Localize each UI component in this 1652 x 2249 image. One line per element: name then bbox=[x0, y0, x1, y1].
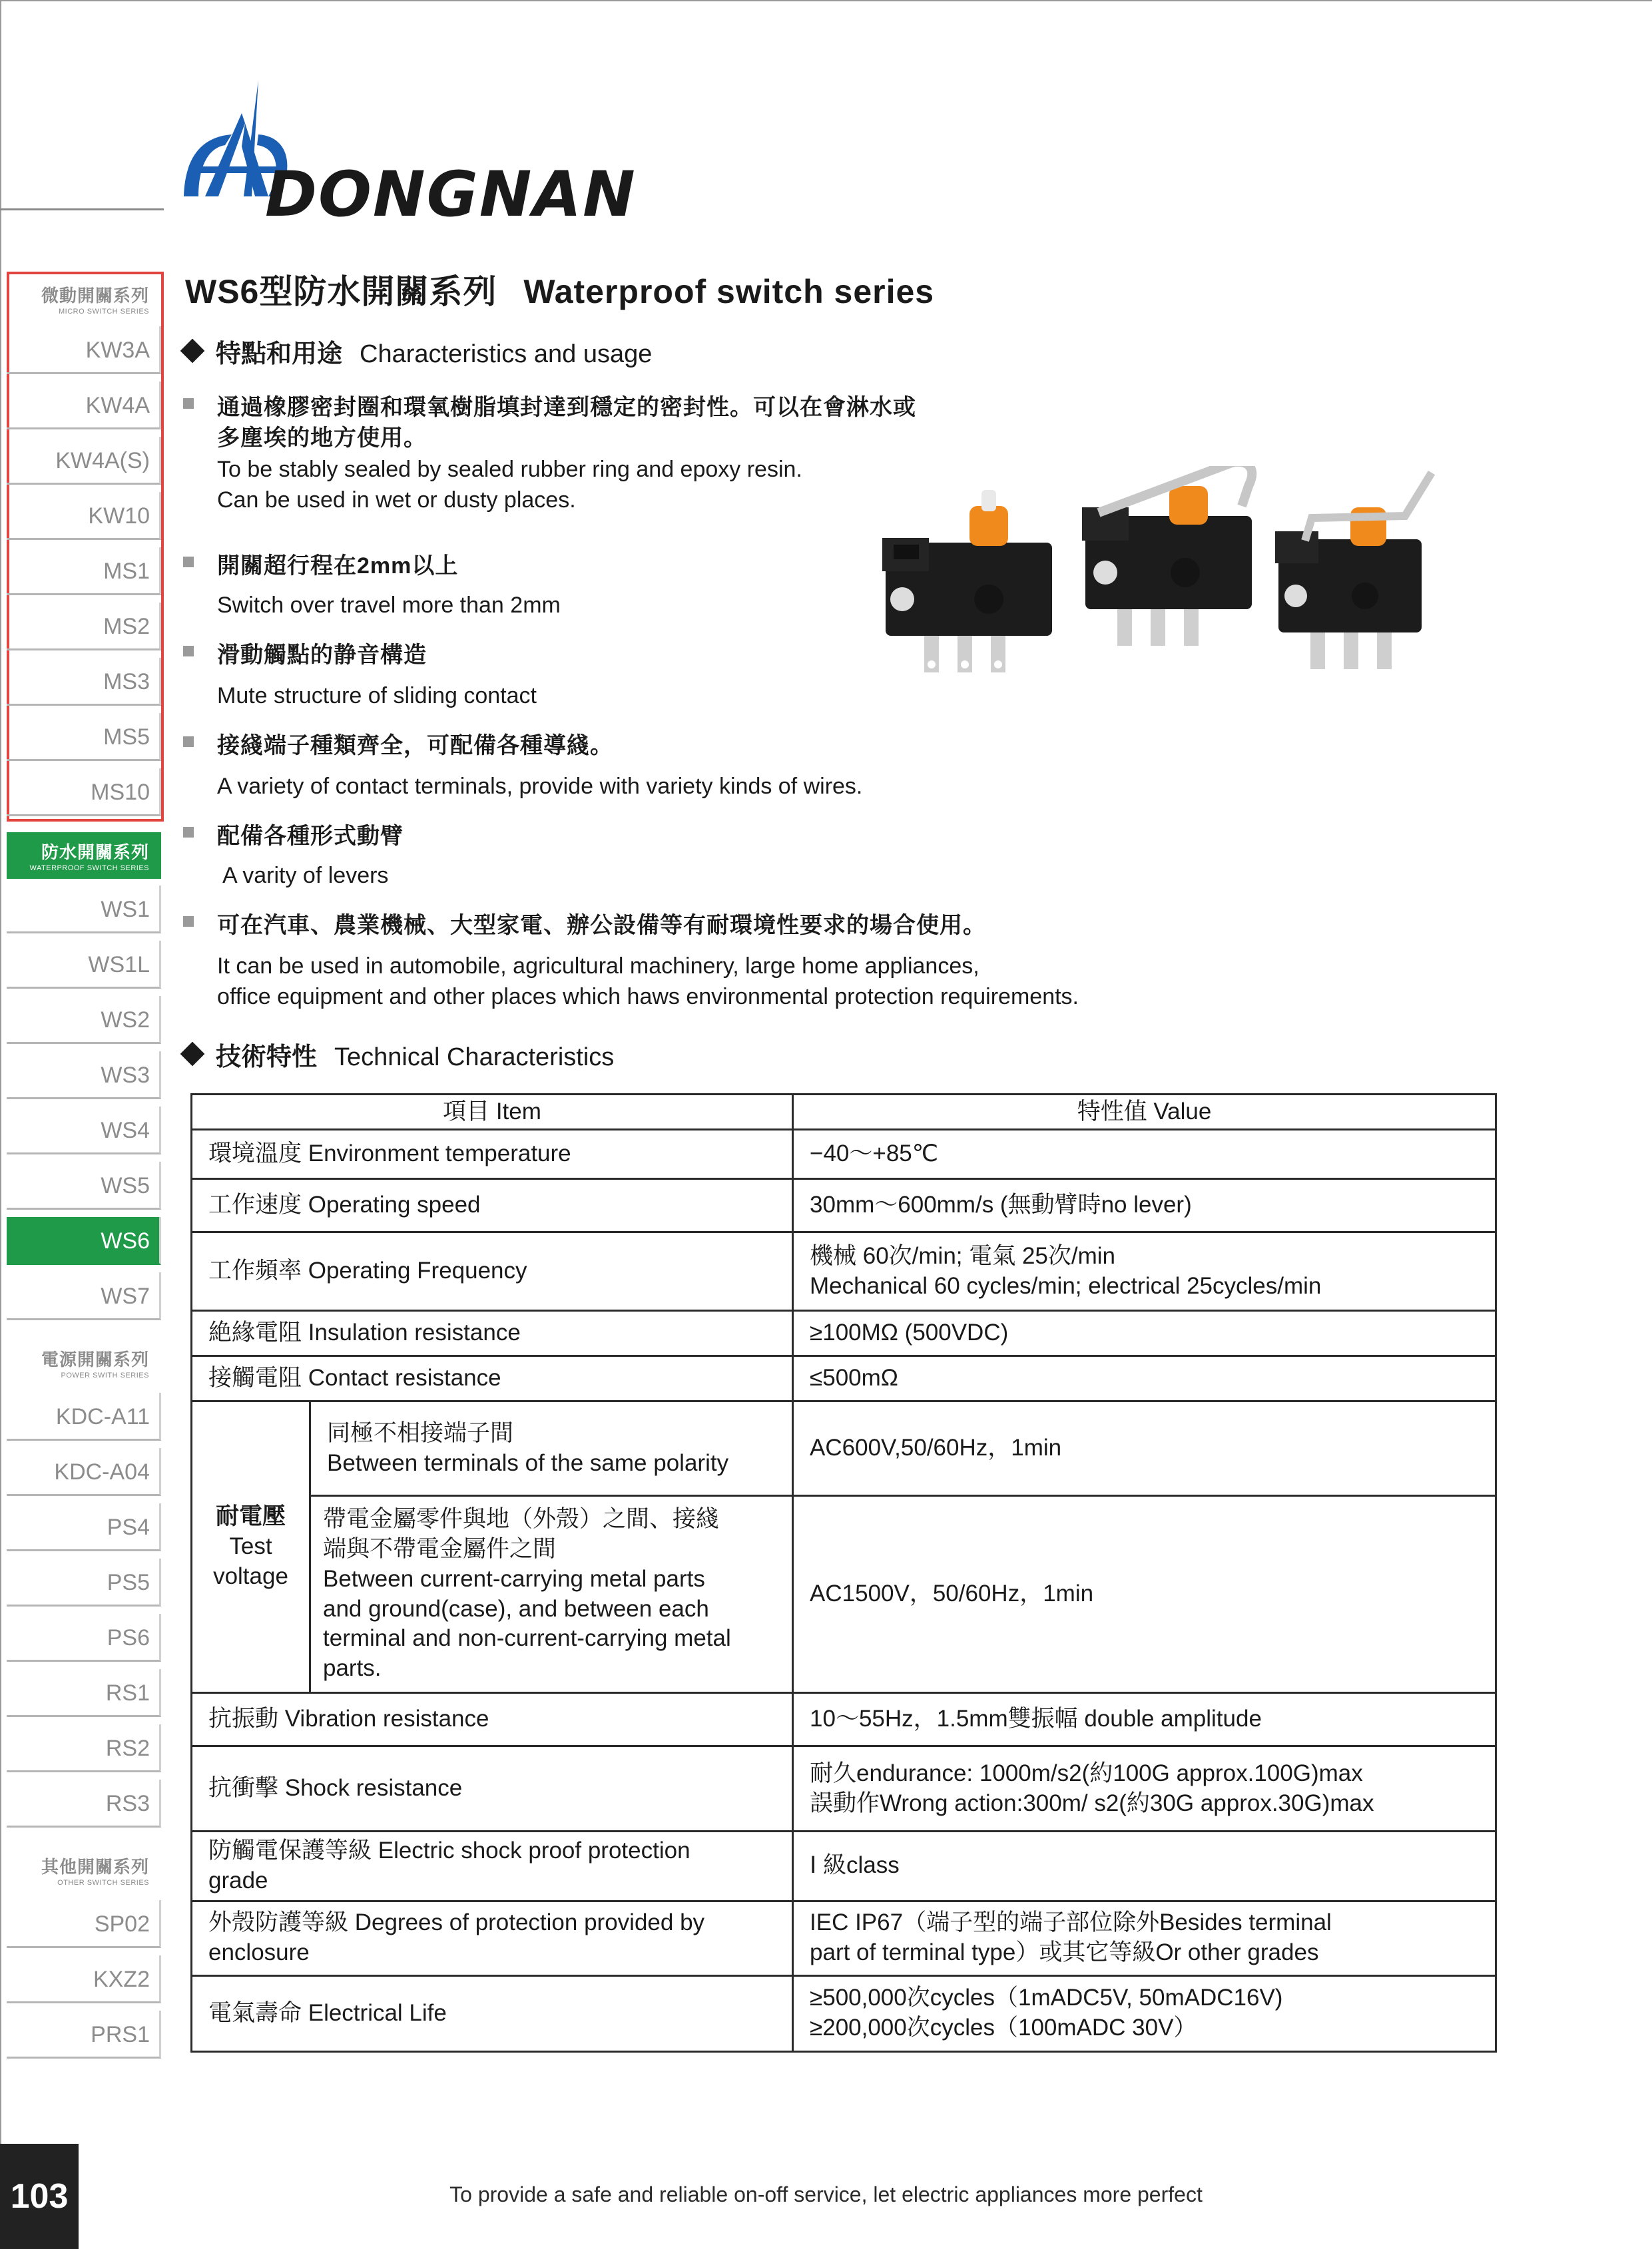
table-row: 防觸電保護等級 Electric shock proof protection grade Ⅰ 級class bbox=[192, 1832, 1496, 1901]
sidebar-item-kw3a[interactable]: KW3A bbox=[7, 326, 161, 374]
diamond-icon bbox=[180, 339, 205, 364]
diamond-icon bbox=[180, 1042, 205, 1067]
column-header-value: 特性值 Value bbox=[793, 1095, 1496, 1130]
sidebar-item-ws1[interactable]: WS1 bbox=[7, 885, 161, 933]
feature-5-zh: 配備各種形式動臂 bbox=[217, 824, 404, 849]
feature-2-en: Switch over travel more than 2mm bbox=[217, 593, 561, 618]
sidebar-item-kxz2[interactable]: KXZ2 bbox=[7, 1955, 161, 2003]
feature-2-zh: 開關超行程在2mm以上 bbox=[217, 553, 459, 579]
sidebar-item-kw4a[interactable]: KW4A bbox=[7, 381, 161, 429]
header-rule bbox=[0, 208, 164, 210]
feature-1-en-cont: Can be used in wet or dusty places. bbox=[217, 487, 576, 513]
sidebar-item-rs3[interactable]: RS3 bbox=[7, 1780, 161, 1828]
sidebar-item-kw4a-s[interactable]: KW4A(S) bbox=[7, 437, 161, 485]
brand-name: DONGNAN bbox=[265, 158, 637, 231]
sidebar-item-ws5[interactable]: WS5 bbox=[7, 1162, 161, 1210]
table-row: 接觸電阻 Contact resistance ≤500mΩ bbox=[192, 1356, 1496, 1401]
sidebar-item-ps6[interactable]: PS6 bbox=[7, 1614, 161, 1662]
table-row: 工作頻率 Operating Frequency 機械 60次/min; 電氣 25次/min Mechanical 60 cycles/min; electrical 25cycles/min bbox=[192, 1232, 1496, 1311]
feature-5-en: A varity of levers bbox=[222, 863, 389, 888]
feature-1-zh: 通過橡膠密封圈和環氧樹脂填封達到穩定的密封性。可以在會淋水或 bbox=[217, 395, 916, 420]
sidebar-item-kdc-a04[interactable]: KDC-A04 bbox=[7, 1448, 161, 1496]
table-row: 絶緣電阻 Insulation resistance ≥100MΩ (500VDC) bbox=[192, 1311, 1496, 1356]
table-row: 電氣壽命 Electrical Life ≥500,000次cycles（1mADC5V, 50mADC16V) ≥200,000次cycles（100mADC 30V） bbox=[192, 1975, 1496, 2051]
feature-3-zh: 滑動觸點的静音構造 bbox=[217, 642, 427, 668]
sidebar-item-ms5[interactable]: MS5 bbox=[7, 713, 161, 761]
sidebar-item-rs1[interactable]: RS1 bbox=[7, 1669, 161, 1717]
product-photo bbox=[872, 466, 1438, 746]
square-bullet-icon bbox=[183, 827, 194, 838]
section-heading-characteristics: 特點和用途 Characteristics and usage bbox=[178, 333, 652, 370]
sidebar-heading-power: 電源開關系列 POWER SWITH SERIES bbox=[41, 1350, 149, 1379]
sidebar-item-ws2[interactable]: WS2 bbox=[7, 996, 161, 1044]
square-bullet-icon bbox=[183, 398, 194, 409]
sidebar-item-sp02[interactable]: SP02 bbox=[7, 1900, 161, 1948]
feature-6-en: It can be used in automobile, agricultural machinery, large home appliances, bbox=[217, 953, 979, 979]
sidebar-heading-other: 其他開關系列 OTHER SWITCH SERIES bbox=[41, 1857, 149, 1887]
sidebar-item-ps4[interactable]: PS4 bbox=[7, 1503, 161, 1551]
table-row: 耐電壓 Test voltage 同極不相接端子間 Between terminals of the same polarity AC600V,50/60Hz，1min bbox=[192, 1401, 1496, 1496]
switch-straight-plunger bbox=[882, 490, 1052, 672]
feature-1-en: To be stably sealed by sealed rubber ring and epoxy resin. bbox=[217, 457, 802, 482]
sidebar-heading-waterproof: 防水開關系列 WATERPROOF SWITCH SERIES bbox=[7, 832, 161, 879]
sidebar-item-kw10[interactable]: KW10 bbox=[7, 492, 161, 540]
table-row: 環境溫度 Environment temperature −40～+85℃ bbox=[192, 1130, 1496, 1179]
column-header-item: 項目 Item bbox=[192, 1095, 793, 1130]
waterproof-switch-icon bbox=[872, 466, 1438, 746]
sidebar-item-rs2[interactable]: RS2 bbox=[7, 1724, 161, 1772]
test-voltage-label: 耐電壓 Test voltage bbox=[192, 1401, 310, 1693]
table-header-row bbox=[192, 1095, 1496, 1130]
switch-roller-lever bbox=[1082, 466, 1252, 646]
sidebar-item-kdc-a11[interactable]: KDC-A11 bbox=[7, 1393, 161, 1441]
square-bullet-icon bbox=[183, 916, 194, 927]
sidebar-item-ms10[interactable]: MS10 bbox=[7, 768, 161, 816]
sidebar-item-ws6[interactable]: WS6 bbox=[7, 1217, 161, 1265]
table-row: 工作速度 Operating speed 30mm～600mm/s (無動臂時no lever) bbox=[192, 1179, 1496, 1232]
table-row: 抗衝擊 Shock resistance 耐久endurance: 1000m/s2(約100G approx.100G)max 誤動作Wrong action:300m/ s2(約30G approx.30G)max bbox=[192, 1746, 1496, 1832]
feature-3-en: Mute structure of sliding contact bbox=[217, 683, 537, 708]
table-row: 抗振動 Vibration resistance 10～55Hz，1.5mm雙振幅 double amplitude bbox=[192, 1693, 1496, 1746]
sidebar-item-prs1[interactable]: PRS1 bbox=[7, 2011, 161, 2059]
square-bullet-icon bbox=[183, 646, 194, 656]
feature-1-zh-cont: 多塵埃的地方使用。 bbox=[217, 425, 427, 451]
feature-4-zh: 接綫端子種類齊全，可配備各種導綫。 bbox=[217, 733, 613, 758]
switch-long-lever bbox=[1275, 473, 1432, 669]
square-bullet-icon bbox=[183, 736, 194, 747]
page-number: 103 bbox=[0, 2144, 79, 2249]
sidebar-item-ms2[interactable]: MS2 bbox=[7, 603, 161, 650]
feature-4-en: A variety of contact terminals, provide with variety kinds of wires. bbox=[217, 774, 863, 799]
sidebar-item-ws4[interactable]: WS4 bbox=[7, 1107, 161, 1154]
sidebar-item-ps5[interactable]: PS5 bbox=[7, 1559, 161, 1607]
sidebar-item-ms1[interactable]: MS1 bbox=[7, 547, 161, 595]
table-row: 帶電金屬零件與地（外殼）之間、接綫 端與不帶電金屬件之間 Between current-carrying metal parts and ground(case), and between each terminal and non-current-carrying metal parts. AC1500V，50/60Hz，1min bbox=[192, 1496, 1496, 1693]
page-title: WS6型防水開關系列 Waterproof switch series bbox=[185, 273, 935, 310]
section-heading-technical: 技術特性 Technical Characteristics bbox=[178, 1036, 614, 1073]
sidebar-heading-micro: 微動開關系列 MICRO SWITCH SERIES bbox=[41, 286, 149, 316]
sidebar-item-ws3[interactable]: WS3 bbox=[7, 1051, 161, 1099]
feature-6-zh: 可在汽車、農業機械、大型家電、辦公設備等有耐環境性要求的場合使用。 bbox=[217, 913, 986, 938]
footer-slogan: To provide a safe and reliable on-off service, let electric appliances more perfect bbox=[449, 2182, 1203, 2206]
table-row: 外殼防護等級 Degrees of protection provided by enclosure IEC IP67（端子型的端子部位除外Besides terminal part of terminal type）或其它等級Or other grades bbox=[192, 1901, 1496, 1975]
feature-6-en-cont: office equipment and other places which haws environmental protection requirements. bbox=[217, 984, 1079, 1009]
square-bullet-icon bbox=[183, 557, 194, 567]
sidebar-item-ms3[interactable]: MS3 bbox=[7, 658, 161, 706]
sidebar-item-ws1l[interactable]: WS1L bbox=[7, 941, 161, 989]
technical-spec-table bbox=[190, 1093, 1497, 2053]
brand-logo bbox=[178, 73, 645, 231]
sidebar-item-ws7[interactable]: WS7 bbox=[7, 1272, 161, 1320]
